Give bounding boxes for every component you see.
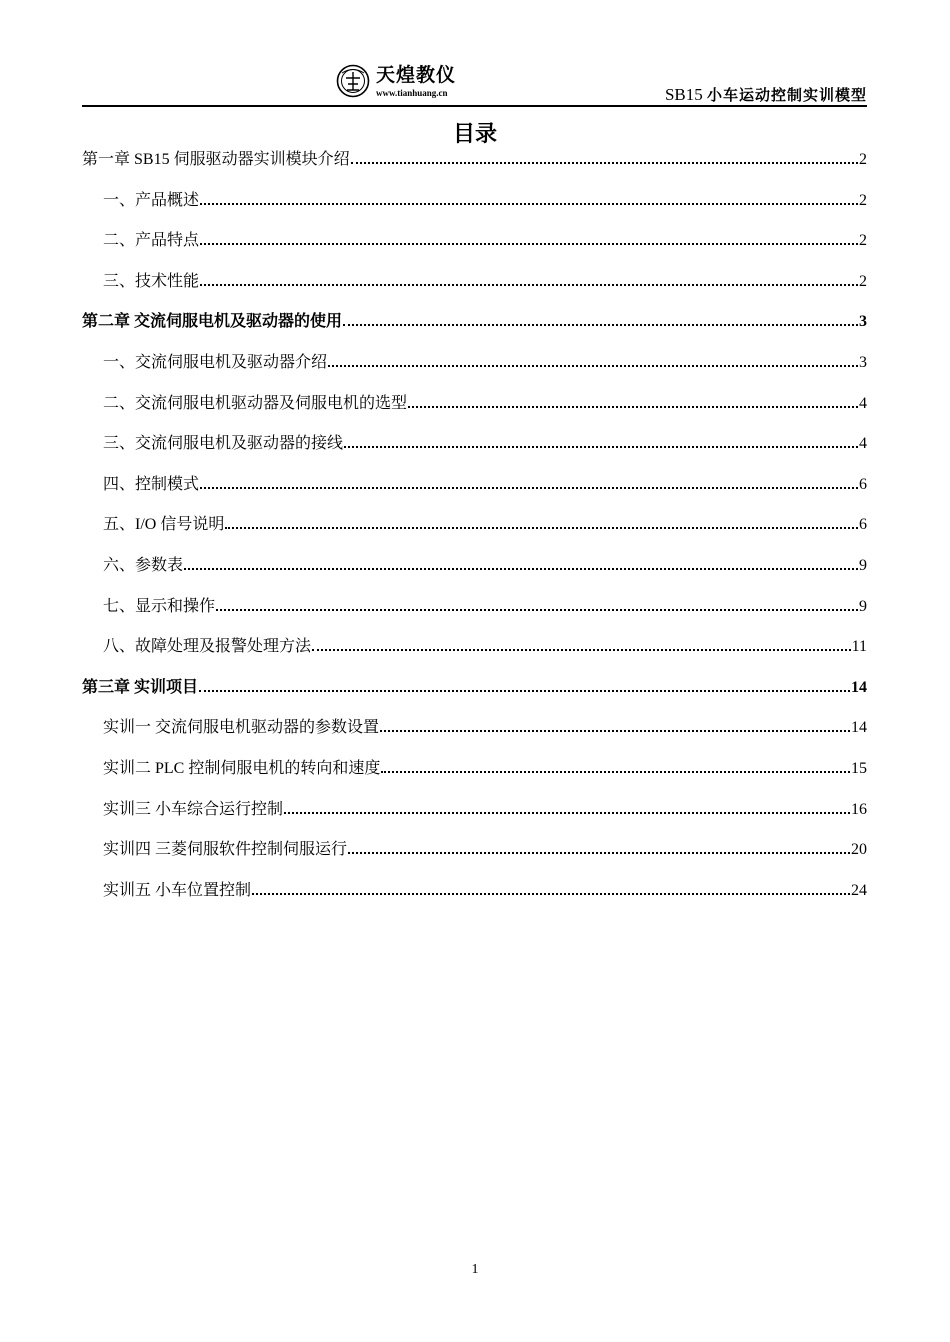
toc-entry-label: 第三章 实训项目 [82, 678, 199, 696]
toc-entry[interactable] [82, 511, 867, 552]
toc-entry-label: 三、交流伺服电机及驱动器的接线 [103, 435, 344, 453]
toc-entry-page: 14 [851, 719, 867, 737]
toc-dot-leader [351, 162, 858, 164]
toc-entry-label: 实训五 小车位置控制 [103, 881, 252, 899]
toc-entry-page: 20 [851, 841, 867, 859]
header-divider [82, 105, 867, 107]
toc-entry-label: 二、交流伺服电机驱动器及伺服电机的选型 [103, 394, 408, 412]
page-header [82, 58, 867, 106]
toc-entry[interactable] [82, 633, 867, 674]
toc-entry-page: 2 [859, 191, 867, 209]
toc-entry[interactable] [82, 390, 867, 431]
toc-entry[interactable] [82, 268, 867, 309]
toc-entry-label: 实训二 PLC 控制伺服电机的转向和速度 [103, 759, 381, 777]
toc-entry[interactable] [82, 227, 867, 268]
toc-dot-leader [200, 203, 858, 205]
toc-entry-label: 实训三 小车综合运行控制 [103, 800, 284, 818]
toc-entry[interactable] [82, 593, 867, 634]
toc-entry-page: 16 [851, 800, 867, 818]
toc-entry-page: 9 [859, 556, 867, 574]
toc-dot-leader [184, 568, 858, 570]
toc-entry-page: 15 [851, 759, 867, 777]
page-number: 1 [471, 1262, 479, 1277]
document-title [665, 84, 867, 105]
toc-entry-page: 3 [859, 313, 867, 331]
toc-entry-chapter-1[interactable] [82, 146, 867, 187]
toc-entry-label: 八、故障处理及报警处理方法 [103, 638, 312, 656]
toc-entry-page: 6 [859, 516, 867, 534]
toc-dot-leader [216, 609, 858, 611]
toc-dot-leader [343, 324, 858, 326]
toc-entry-label: 二、产品特点 [103, 232, 200, 250]
toc-entry[interactable] [82, 755, 867, 796]
document-title-text: 小车运动控制实训模型 [706, 86, 867, 104]
toc-entry-page: 9 [859, 597, 867, 615]
toc-entry[interactable] [82, 471, 867, 512]
toc-entry-page: 14 [851, 678, 867, 696]
toc-entry[interactable] [82, 836, 867, 877]
toc-entry-label: 七、显示和操作 [103, 597, 216, 615]
toc-entry-label: 一、产品概述 [103, 191, 200, 209]
toc-entry-label: 实训四 三菱伺服软件控制伺服运行 [103, 841, 348, 859]
toc-dot-leader [348, 852, 850, 854]
toc-dot-leader [200, 243, 858, 245]
toc-entry-chapter-2[interactable] [82, 308, 867, 349]
toc-entry-page: 3 [859, 353, 867, 371]
toc-entry[interactable] [82, 430, 867, 471]
toc-entry[interactable] [82, 796, 867, 837]
logo-name: 天煌教仪 [376, 64, 457, 86]
toc-dot-leader [252, 893, 850, 895]
toc-entry-page: 4 [859, 435, 867, 453]
toc-dot-leader [199, 690, 850, 692]
toc-entry[interactable] [82, 714, 867, 755]
table-of-contents [82, 146, 867, 917]
toc-entry[interactable] [82, 187, 867, 228]
toc-entry-page: 11 [851, 638, 867, 656]
toc-dot-leader [312, 649, 851, 651]
toc-dot-leader [200, 284, 858, 286]
toc-entry-label: 第一章 SB15 伺服驱动器实训模块介绍 [82, 151, 350, 168]
toc-entry-page: 2 [859, 151, 867, 168]
toc-dot-leader [381, 771, 850, 773]
toc-dot-leader [328, 365, 858, 367]
toc-title: 目录 [452, 122, 497, 147]
toc-dot-leader [408, 406, 858, 408]
toc-entry-label: 实训一 交流伺服电机驱动器的参数设置 [103, 719, 380, 737]
toc-entry-page: 24 [851, 881, 867, 899]
logo-emblem-icon [336, 64, 370, 98]
toc-dot-leader [284, 812, 850, 814]
toc-entry[interactable] [82, 877, 867, 918]
toc-entry[interactable] [82, 552, 867, 593]
toc-entry-page: 6 [859, 475, 867, 493]
toc-dot-leader [344, 446, 858, 448]
toc-entry[interactable] [82, 349, 867, 390]
toc-dot-leader [200, 487, 858, 489]
toc-entry-page: 4 [859, 394, 867, 412]
toc-entry-label: 五、I/O 信号说明 [103, 516, 225, 534]
toc-entry-page: 2 [859, 232, 867, 250]
toc-dot-leader [225, 527, 858, 529]
logo-url: www.tianhuang.cn [376, 88, 448, 98]
toc-entry-page: 2 [859, 272, 867, 290]
toc-entry-label: 一、交流伺服电机及驱动器介绍 [103, 353, 328, 371]
toc-entry-label: 三、技术性能 [103, 272, 200, 290]
toc-entry-label: 四、控制模式 [103, 475, 200, 493]
document-model: SB15 [664, 85, 703, 104]
toc-entry-chapter-3[interactable] [82, 674, 867, 715]
toc-dot-leader [380, 730, 850, 732]
toc-entry-label: 第二章 交流伺服电机及驱动器的使用 [82, 313, 343, 331]
toc-entry-label: 六、参数表 [103, 556, 184, 574]
company-logo [336, 60, 476, 102]
